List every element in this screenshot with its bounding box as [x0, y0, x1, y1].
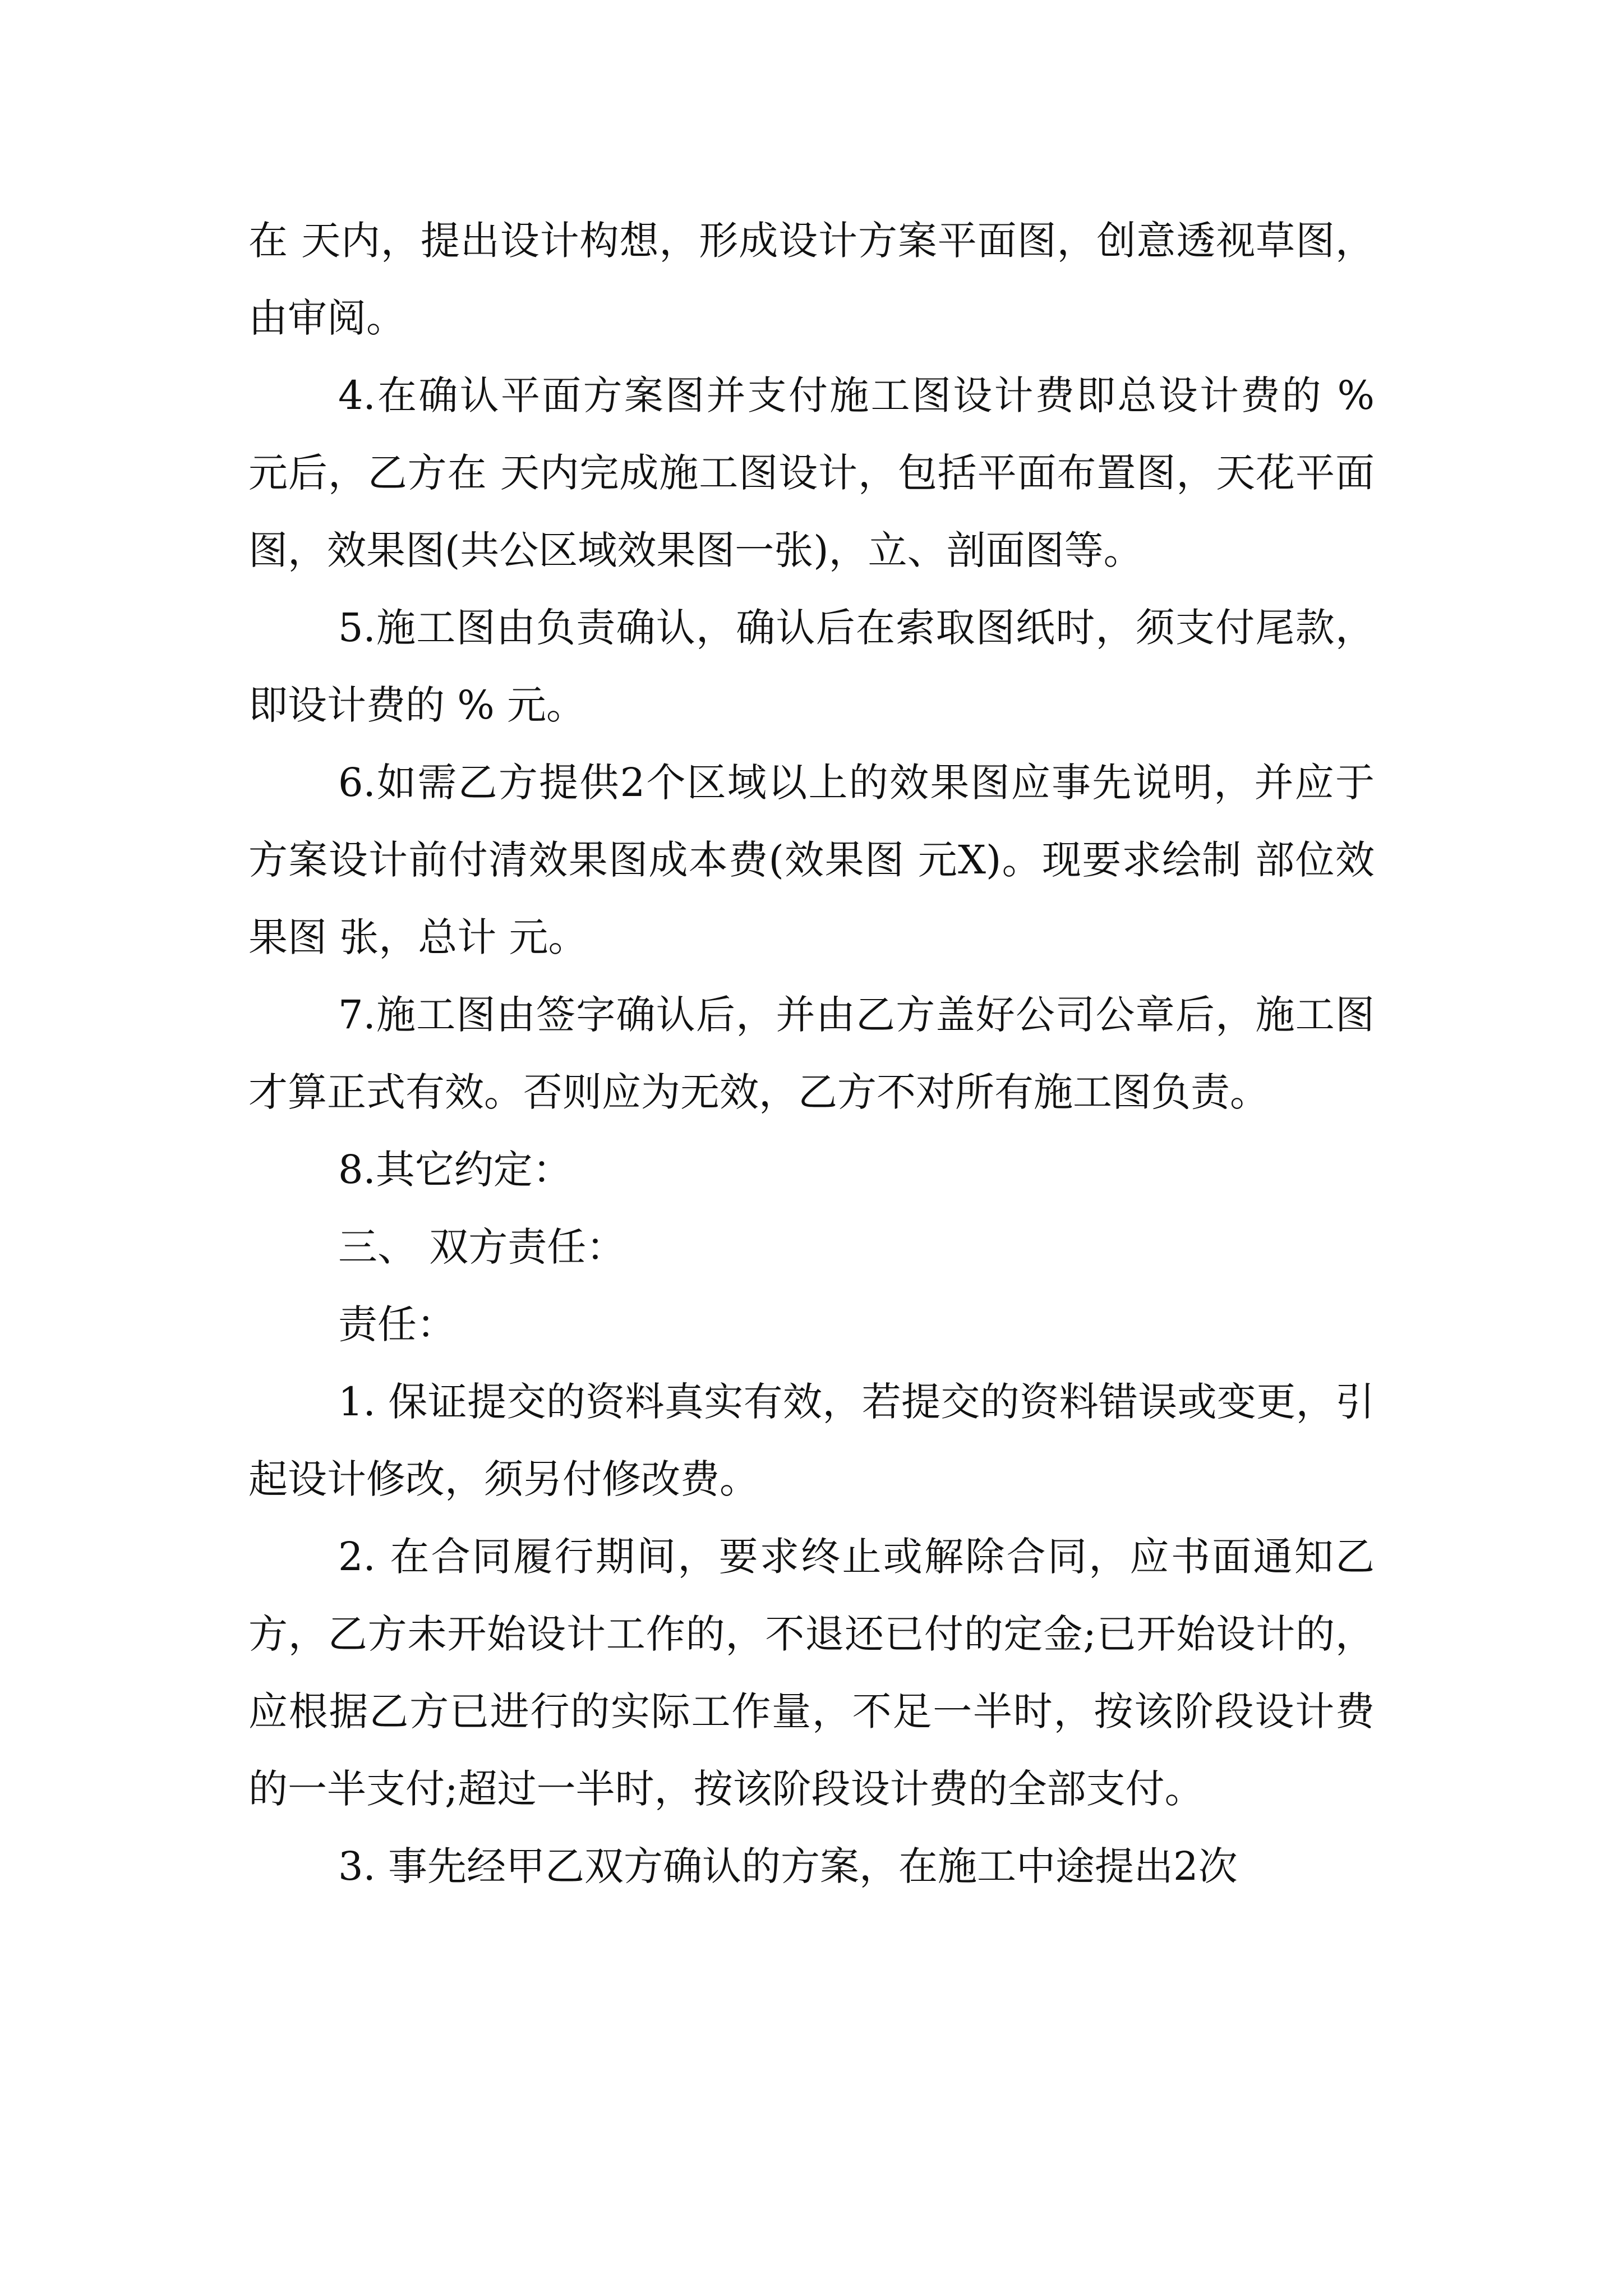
section-heading-3: 三、 双方责任：: [338, 1224, 626, 1270]
paragraph-item-7: 7.施工图由签字确认后，并由乙方盖好公司公章后，施工图才算正式有效。否则应为无效，乙方不对所有施工图负责。: [248, 992, 1375, 1115]
paragraph-responsibility-3: 3. 事先经甲乙双方确认的方案，在施工中途提出2次: [338, 1843, 1238, 1889]
paragraph-item-4: 4.在确认平面方案图并支付施工图设计费即总设计费的 % 元后，乙方在 天内完成施工图设计，包括平面布置图，天花平面图，效果图(共公区域效果图一张)，立、剖面图等。: [248, 372, 1375, 573]
paragraph-item-6: 6.如需乙方提供2个区域以上的效果图应事先说明，并应于方案设计前付清效果图成本费(效果图 元X)。现要求绘制 部位效果图 张，总计 元。: [248, 760, 1375, 960]
paragraph-item-8: 8.其它约定：: [338, 1147, 572, 1193]
document-body: [248, 202, 1375, 1905]
paragraph-responsibility-1: 1. 保证提交的资料真实有效，若提交的资料错误或变更，引起设计修改，须另付修改费。: [248, 1379, 1375, 1502]
paragraph-continuation: 在 天内，提出设计构想，形成设计方案平面图，创意透视草图，由审阅。: [248, 218, 1375, 341]
paragraph-item-5: 5.施工图由负责确认，确认后在索取图纸时，须支付尾款，即设计费的 % 元。: [248, 605, 1375, 728]
paragraph-responsibility-2: 2. 在合同履行期间，要求终止或解除合同，应书面通知乙方，乙方未开始设计工作的，不退还已付的定金;已开始设计的，应根据乙方已进行的实际工作量，不足一半时，按该阶段设计费的一半支付;超过一半时，按该阶段设计费的全部支付。: [248, 1534, 1375, 1812]
responsibility-heading: 责任：: [338, 1301, 456, 1347]
